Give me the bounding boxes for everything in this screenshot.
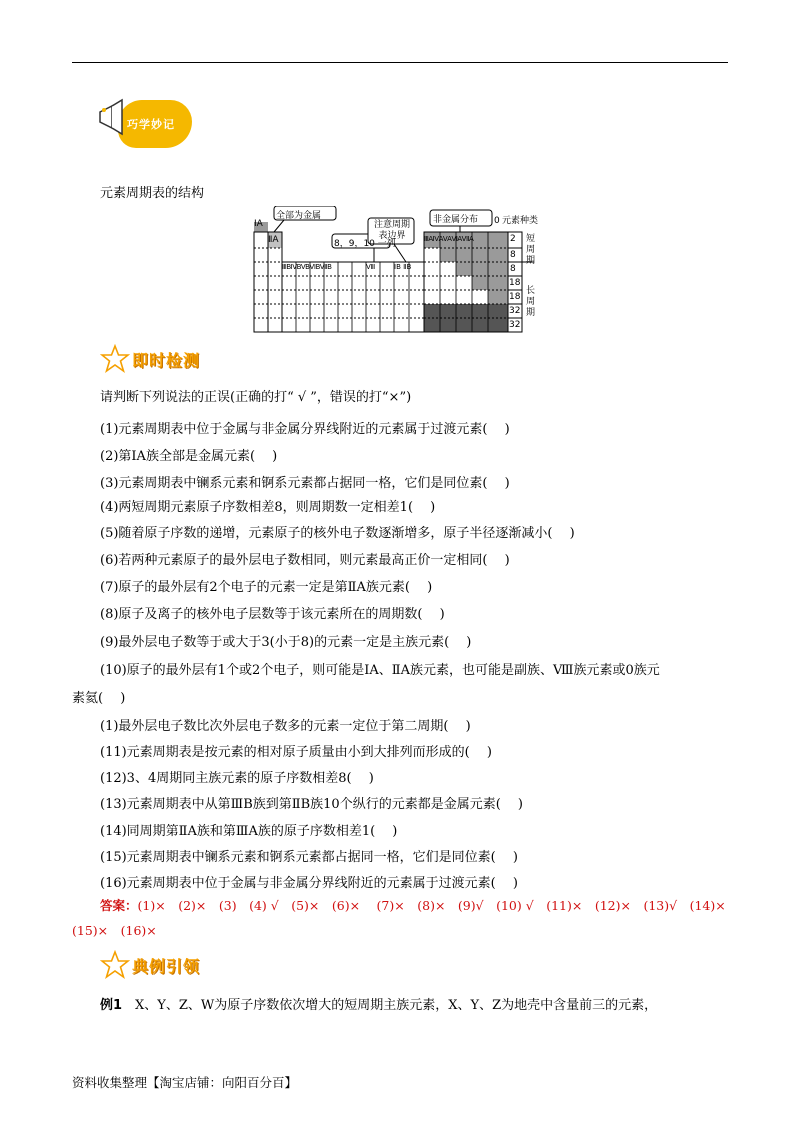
megaphone-icon <box>96 98 130 136</box>
footer-source: 资料收集整理【淘宝店铺：向阳百分百】 <box>72 1075 298 1090</box>
question-1: (1)元素周期表中位于金属与非金属分界线附近的元素属于过渡元素( ) <box>100 422 510 437</box>
structure-title: 元素周期表的结构 <box>100 186 205 201</box>
question-10: (10)原子的最外层有1个或2个电子，则可能是ⅠA、ⅡA族元素，也可能是副族、Ⅷ族元素或0族元 <box>100 663 660 678</box>
long-period-label: 长周期 <box>526 286 536 318</box>
example-1 <box>100 994 657 1013</box>
count-1: 2 <box>510 234 516 244</box>
group-1b2b-label: ⅠB ⅡB <box>394 263 412 271</box>
periodic-table-figure <box>244 206 544 336</box>
element-kinds-label: 元素种类 <box>502 216 539 226</box>
section-title: 即时检测 <box>132 351 201 370</box>
count-7: 32 <box>509 320 521 330</box>
count-4: 18 <box>509 278 521 288</box>
a-groups-label: ⅢAⅣAⅤAⅥAⅦA <box>424 235 474 243</box>
question-2: (2)第ⅠA族全部是金属元素( ) <box>100 449 278 464</box>
answers-label: 答案： <box>100 898 138 913</box>
question-9: (9)最外层电子数等于或大于3(小于8)的元素一定是主族元素( ) <box>100 635 472 650</box>
question-11a: (1)最外层电子数比次外层电子数多的元素一定位于第二周期( ) <box>100 719 471 734</box>
star-icon <box>100 344 130 374</box>
callout-8910: 8，9，10 一列 <box>334 239 396 249</box>
question-13: (13)元素周期表中从第ⅢB族到第ⅡB族10个纵行的元素都是金属元素( ) <box>100 797 523 812</box>
group-1a-label: ⅠA <box>254 219 263 229</box>
section-title: 典例引领 <box>132 957 201 976</box>
count-5: 18 <box>509 292 521 302</box>
question-4: (4)两短周期元素原子序数相差8，则周期数一定相差1( ) <box>100 500 436 515</box>
example-text: X、Y、Z、W为原子序数依次增大的短周期主族元素，X、Y、Z为地壳中含量前三的元素， <box>122 998 658 1013</box>
intro-text: 请判断下列说法的正误(正确的打“ √ ”，错误的打“×”) <box>100 390 412 405</box>
question-16: (16)元素周期表中位于金属与非金属分界线附近的元素属于过渡元素( ) <box>100 876 518 891</box>
question-7: (7)原子的最外层有2个电子的元素一定是第ⅡA族元素( ) <box>100 580 433 595</box>
count-6: 32 <box>509 306 521 316</box>
question-6: (6)若两种元素原子的最外层电子数相同，则元素最高正价一定相同( ) <box>100 553 510 568</box>
badge-label: 巧学妙记 <box>127 118 175 131</box>
tips-badge <box>96 94 192 154</box>
callout-border: 注意周期表边界 <box>373 220 410 241</box>
star-icon <box>100 950 130 980</box>
b-groups-label: ⅢBⅣBⅤBⅥBⅦB <box>282 263 332 271</box>
callout-metal: 全部为金属 <box>276 211 322 221</box>
count-3: 8 <box>510 264 516 274</box>
header-rule <box>72 62 728 63</box>
group-2a-label: ⅡA <box>268 235 279 245</box>
group-8-label: Ⅷ <box>366 263 376 271</box>
question-5: (5)随着原子序数的递增，元素原子的核外电子数逐渐增多，原子半径逐渐减小( ) <box>100 526 575 541</box>
answers-values-1: (1)× (2)× (3) (4) √ (5)× (6)× (7)× (8)× (9)√ (10) √ (11)× (12)× (13)√ (14)× <box>137 898 726 913</box>
callout-nonmetal: 非金属分布 <box>433 215 479 225</box>
answers-line-1 <box>100 896 726 914</box>
count-2: 8 <box>510 250 516 260</box>
question-14: (14)同周期第ⅡA族和第ⅢA族的原子序数相差1( ) <box>100 824 398 839</box>
example-label: 例1 <box>100 998 123 1013</box>
answers-values-2: (15)× (16)× <box>72 923 157 938</box>
question-10-continued: 素氦( ) <box>72 691 126 706</box>
short-period-label: 短周期 <box>526 234 536 266</box>
question-11b: (11)元素周期表是按元素的相对原子质量由小到大排列而形成的( ) <box>100 745 492 760</box>
question-15: (15)元素周期表中镧系元素和锕系元素都占据同一格，它们是同位素( ) <box>100 850 518 865</box>
question-12: (12)3、4周期同主族元素的原子序数相差8( ) <box>100 771 374 786</box>
question-8: (8)原子及离子的核外电子层数等于该元素所在的周期数( ) <box>100 607 445 622</box>
question-3: (3)元素周期表中镧系元素和锕系元素都占据同一格，它们是同位素( ) <box>100 476 510 491</box>
group-0-label: 0 <box>494 216 500 226</box>
